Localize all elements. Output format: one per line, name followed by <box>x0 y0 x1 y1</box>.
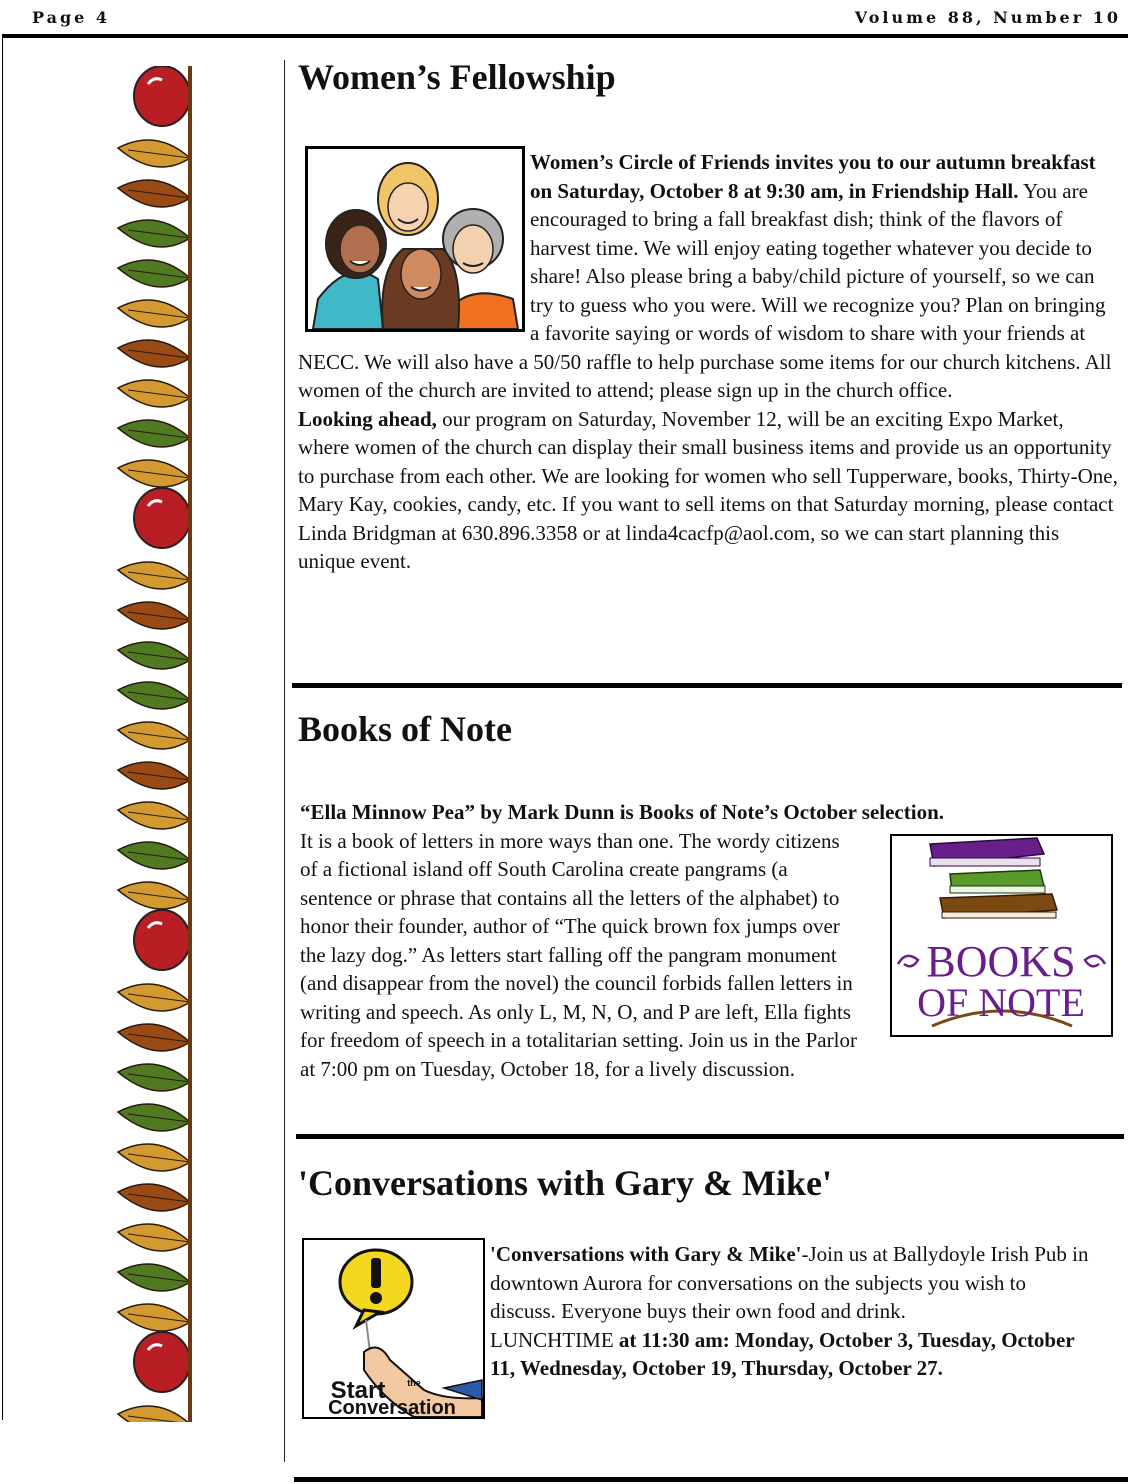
lunchtime-dates: at 11:30 am: Monday, October 3, Tuesday, October 11, Wednesday, October 19, Thursday, October 27. <box>490 1327 1075 1380</box>
conversations-body: -Join us at Ballydoyle Irish Pub in downtown Aurora for conversations on the subjects you wish to discuss. Everyone buys their own food and drink. <box>490 1242 1089 1323</box>
volume-number: Volume 88, Number 10 <box>854 8 1121 27</box>
books-logo-line2: OF NOTE <box>917 980 1085 1025</box>
section-divider <box>294 1477 1128 1482</box>
conversation-logo-line2: Conversation <box>328 1397 456 1417</box>
leaf-garland-icon <box>110 66 194 1422</box>
apple-icon <box>134 1332 190 1392</box>
books-body: It is a book of letters in more ways than one. The wordy citizens of a fictional island off South Carolina create pangrams (a sentence or phrase that contains all the letters of the alphabet) to honor their founder, author of “The quick brown fox jumps over the lazy dog.” As letters start falling off the pangram monument (and disappear from the novel) the council forbids fallen letters in writing and speech. As only L, M, N, O, and P are left, Ella fights for freedom of speech in a totalitarian setting. Join us in the Parlor at 7:00 pm on Tuesday, October 18, for a lively discussion. <box>300 828 857 1081</box>
conversations-title: 'Conversations with Gary & Mike' <box>298 1163 832 1203</box>
conversation-logo-small: the <box>407 1378 421 1388</box>
lunchtime-label: LUNCHTIME <box>490 1327 614 1352</box>
autumn-vine-border <box>110 66 194 1422</box>
start-conversation-image <box>302 1238 485 1419</box>
fellowship-text <box>298 148 1120 576</box>
apple-icon <box>134 488 190 548</box>
speech-bubble-hand-icon <box>304 1240 483 1417</box>
section-divider <box>292 683 1122 688</box>
books-title: Books of Note <box>298 709 512 749</box>
section-divider <box>296 1134 1124 1139</box>
vine-stem <box>188 66 192 1422</box>
fellowship-title: Women’s Fellowship <box>298 57 616 97</box>
looking-ahead-label: Looking ahead, <box>298 406 437 431</box>
page-header <box>0 6 1131 32</box>
apple-icon <box>134 910 190 970</box>
books-text <box>300 798 1122 1083</box>
looking-ahead-body: our program on Saturday, November 12, will be an exciting Expo Market, where women of the church can display their small business items and provide us an opportunity to purchase from each other. We are looking for women who sell Tupperware, books, Thirty-One, Mary Kay, cookies, candy, etc. If you want to sell items on that Saturday morning, please contact Linda Bridgman at 630.896.3358 or at linda4cacfp@aol.com, so we can start planning this unique event. <box>298 406 1118 573</box>
conversation-logo-line1: Start <box>330 1377 386 1404</box>
left-border <box>2 38 3 1420</box>
conversations-lead: 'Conversations with Gary & Mike' <box>490 1242 802 1266</box>
conversations-text <box>490 1240 1095 1383</box>
books-logo-line1: BOOKS <box>926 937 1076 986</box>
apple-icon <box>134 66 190 126</box>
page-number: Page 4 <box>32 8 111 27</box>
header-rule <box>2 34 1128 38</box>
column-divider <box>284 60 285 1462</box>
fellowship-body: You are encouraged to bring a fall breakfast dish; think of the flavors of harvest time. We will enjoy eating together whatever you decide to share! Also please bring a baby/child picture of yourself, so we can try to guess who you were. Will we recognize you? Plan on bringing a favorite saying or words of wisdom to share with your friends at NECC. We will also have a 50/50 raffle to help purchase some items for our church kitchens. All women of the church are invited to attend; please sign up in the church office. <box>298 178 1112 402</box>
books-lead: “Ella Minnow Pea” by Mark Dunn is Books of Note’s October selection. <box>300 800 944 824</box>
fellowship-lead: Women’s Circle of Friends invites you to our autumn breakfast on Saturday, October 8 at 9:30 am, in Friendship Hall. <box>530 150 1096 203</box>
